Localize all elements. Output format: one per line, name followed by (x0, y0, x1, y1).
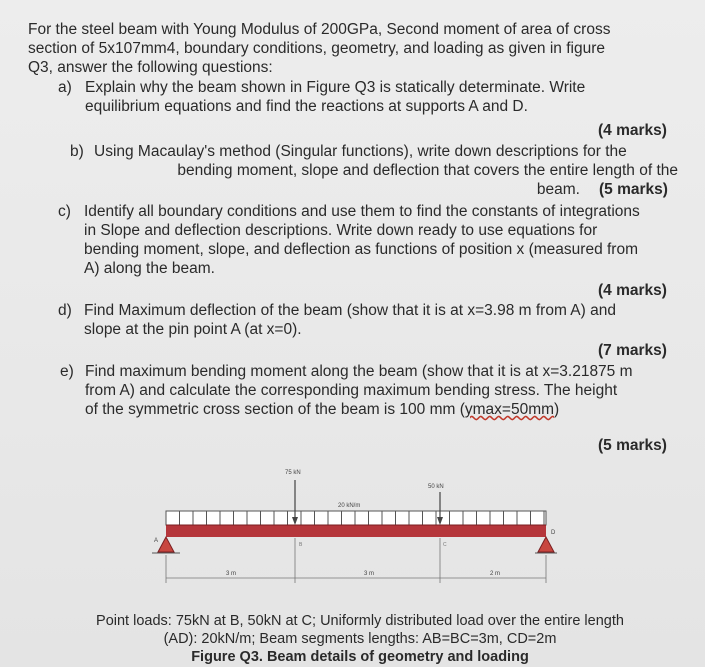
question-e-line-1: Find maximum bending moment along the beam (show that it is at x=3.21875 m (85, 363, 633, 380)
segment-bc-label: 3 m (364, 571, 375, 577)
segment-cd-label: 2 m (490, 571, 501, 577)
question-b-label: b) (70, 143, 84, 160)
point-c-label: C (443, 542, 447, 548)
question-c-line-1: Identify all boundary conditions and use them to find the constants of integrations (84, 203, 640, 220)
question-d-label: d) (58, 302, 72, 319)
support-a-pin-icon (158, 537, 174, 552)
question-e-marks: (5 marks) (598, 437, 667, 454)
question-c-label: c) (58, 203, 71, 220)
question-c-line-3: bending moment, slope, and deflection as functions of position x (measured from (84, 241, 639, 258)
load-b-label: 75 kN (285, 470, 301, 476)
point-d-label: D (551, 530, 556, 536)
point-b-label: B (299, 542, 303, 548)
question-a-line-1: Explain why the beam shown in Figure Q3 is statically determinate. Write (85, 79, 586, 96)
question-e-line-2: from A) and calculate the corresponding maximum bending stress. The height (85, 382, 618, 399)
load-c-label: 50 kN (428, 484, 444, 490)
dimension-lines (166, 538, 546, 583)
question-e-line-3: of the symmetric cross section of the beam is 100 mm (ymax=50mm) (85, 401, 560, 418)
question-c-line-2: in Slope and deflection descriptions. Write down ready to use equations for (84, 222, 598, 239)
point-a-label: A (154, 538, 159, 544)
udl-load-blocks (166, 511, 546, 525)
question-a-label: a) (58, 79, 72, 96)
question-b-line-1: Using Macaulay's method (Singular functions), write down descriptions for the (94, 143, 627, 160)
question-c-marks: (4 marks) (598, 282, 667, 299)
question-c-line-4: A) along the beam. (84, 260, 215, 277)
ymax-value: ymax=50mm (464, 401, 555, 418)
segment-ab-label: 3 m (226, 571, 237, 577)
figure-title: Figure Q3. Beam details of geometry and loading (191, 649, 529, 665)
question-d-line-2: slope at the pin point A (at x=0). (84, 321, 302, 338)
question-a-line-2: equilibrium equations and find the reactions at supports A and D. (85, 98, 528, 115)
question-e-label: e) (60, 363, 74, 380)
beam-body (166, 525, 546, 537)
udl-label: 20 kN/m (338, 503, 361, 509)
figure-caption-line-2: (AD): 20kN/m; Beam segments lengths: AB=BC=3m, CD=2m (163, 631, 557, 647)
intro-line-3: Q3, answer the following questions: (28, 59, 273, 76)
figure-caption-line-1: Point loads: 75kN at B, 50kN at C; Uniformly distributed load over the entire length (96, 613, 624, 629)
question-b-line-3: beam. (536, 181, 580, 198)
question-b-line-2: bending moment, slope and deflection that covers the entire length of the (177, 162, 678, 179)
question-d-line-1: Find Maximum deflection of the beam (show that it is at x=3.98 m from A) and (84, 302, 616, 319)
question-d-marks: (7 marks) (598, 342, 667, 359)
question-a-marks: (4 marks) (598, 122, 667, 139)
intro-line-1: For the steel beam with Young Modulus of 200GPa, Second moment of area of cross (28, 21, 611, 38)
support-d-roller-icon (538, 537, 554, 552)
question-b-marks: (5 marks) (599, 181, 668, 198)
intro-line-2: section of 5x107mm4, boundary conditions, geometry, and loading as given in figure (28, 40, 606, 57)
